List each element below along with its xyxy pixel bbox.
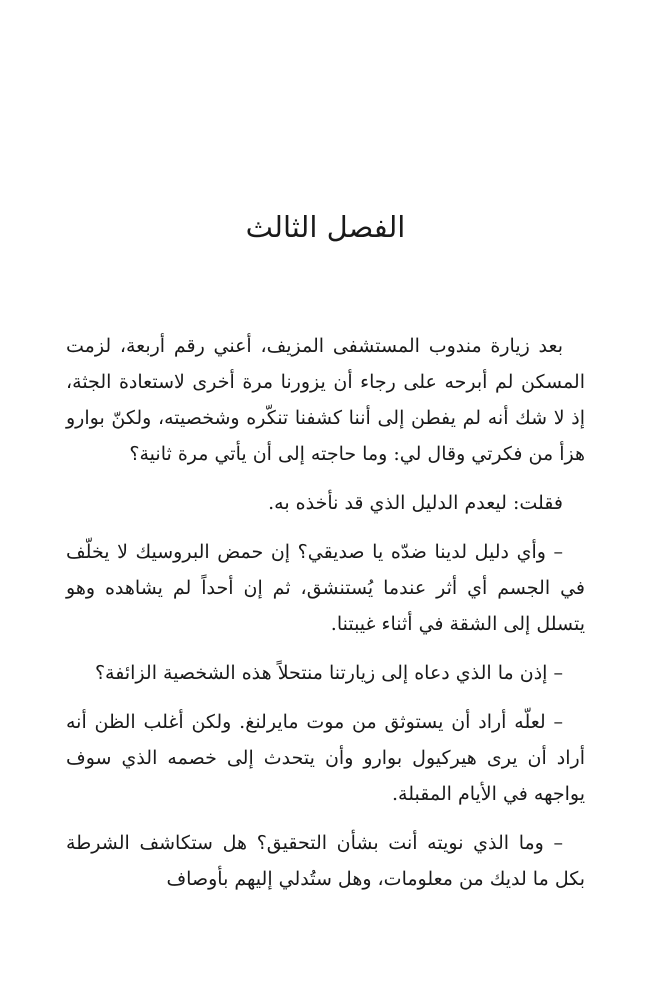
dialogue-paragraph: – وما الذي نويته أنت بشأن التحقيق؟ هل ستكاشف الشرطة بكل ما لديك من معلومات، وهل ستُدلي إليهم بأوصاف xyxy=(66,832,585,890)
chapter-body xyxy=(66,328,585,910)
chapter-title: الفصل الثالث xyxy=(245,210,406,244)
dialogue-paragraph: – لعلّه أراد أن يستوثق من موت مايرلنغ. ولكن أغلب الظن أنه أراد أن يرى هيركيول بوارو وأن يتحدث إلى خصمه الذي سوف يواجهه في الأيام المقبلة. xyxy=(66,711,585,805)
dialogue-paragraph: – إذن ما الذي دعاه إلى زيارتنا منتحلاً هذه الشخصية الزائفة؟ xyxy=(94,662,563,684)
paragraph: بعد زيارة مندوب المستشفى المزيف، أعني رقم أربعة، لزمت المسكن لم أبرحه على رجاء أن يزورنا مرة أخرى لاستعادة الجثة، إذ لا شك أنه لم يفطن إلى أننا كشفنا تنكّره وشخصيته، ولكنّ بوارو هزأ من فكرتي وقال لي: وما حاجته إلى أن يأتي مرة ثانية؟ xyxy=(66,335,585,465)
paragraph: فقلت: ليعدم الدليل الذي قد نأخذه به. xyxy=(268,492,563,514)
dialogue-paragraph: – وأي دليل لدينا ضدّه يا صديقي؟ إن حمض البروسيك لا يخلّف في الجسم أي أثر عندما يُستنشق، ثم إن أحداً لم يشاهده وهو يتسلل إلى الشقة في أثناء غيبتنا. xyxy=(66,541,585,635)
